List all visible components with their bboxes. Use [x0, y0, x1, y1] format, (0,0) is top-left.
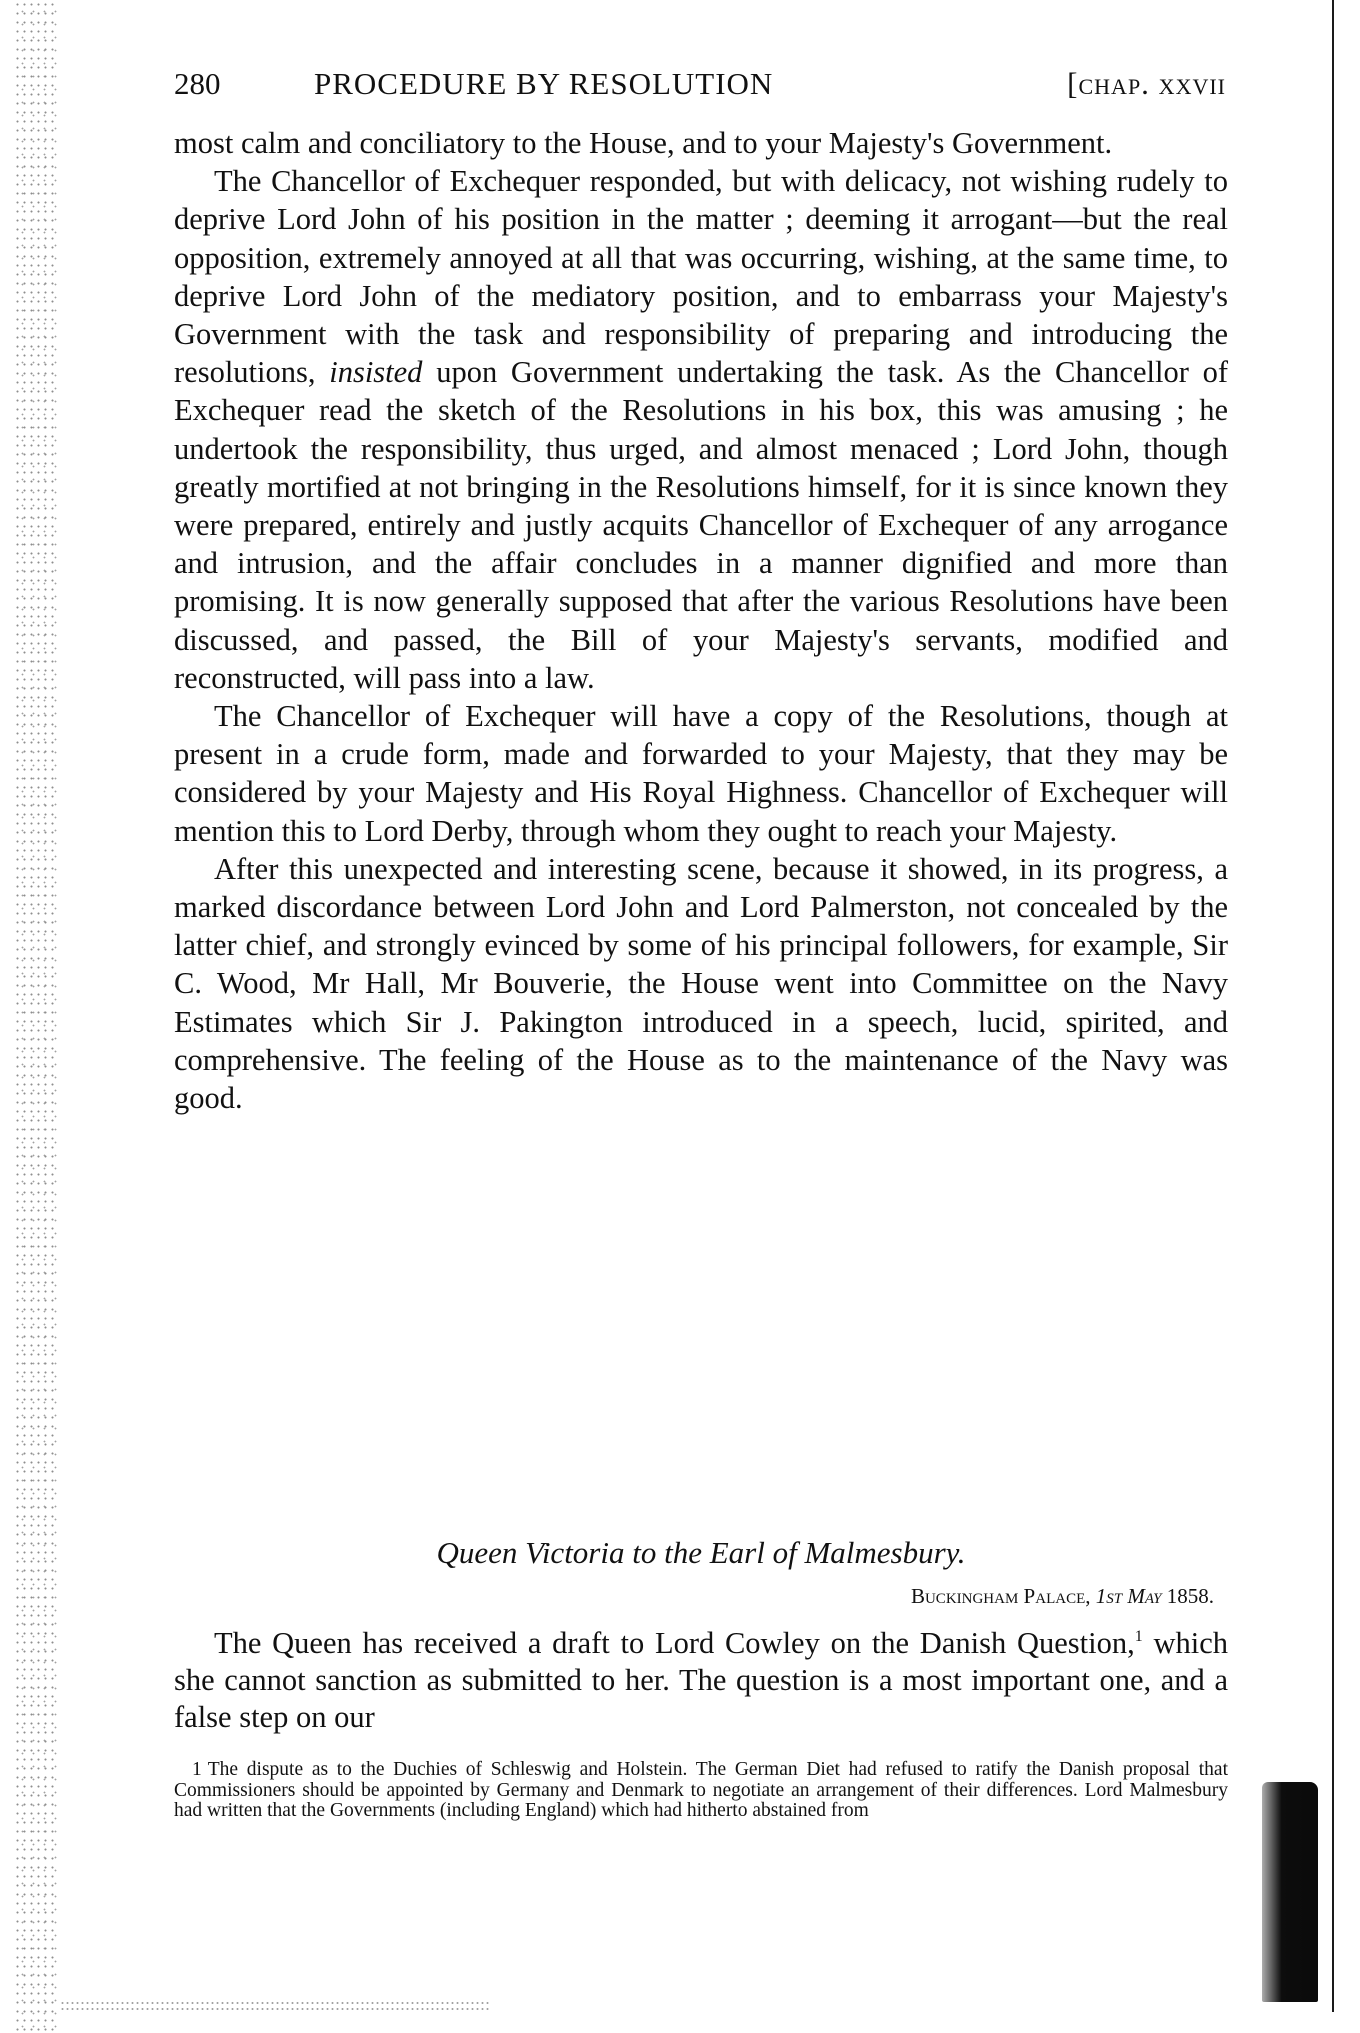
letter-paragraph [174, 1625, 1228, 1736]
paragraph-text: upon Government undertaking the task. As the Chancellor of Exchequer read the sketch of the Resolutions in his box, this was amusing ; he undertook the responsibility, thus urged, and almost menaced ; Lord John, though greatly mortified at not bringing in the Resolutions himself, for it is since known they were prepared, entirely and justly acquits Chancellor of Exchequer of any arrogance and intrusion, and the affair concludes in a manner dignified and more than promising. It is now generally supposed that after the various Resolutions have been discussed, and passed, the Bill of your Majesty's servants, modified and reconstructed, will pass into a law. [174, 355, 1229, 695]
footnote-reference[interactable]: 1 [1134, 1628, 1143, 1645]
dateline-year: 1858. [1166, 1584, 1214, 1608]
paragraph-resolutions-copy: The Chancellor of Exchequer will have a copy of the Resolutions, though at present in a crude form, made and forwarded to your Majesty, that they may be considered by your Majesty and His Royal Highness. Chancellor of Exchequer will mention this to Lord Derby, through whom they ought to reach your Majesty. [174, 699, 1228, 848]
running-header [174, 64, 1226, 104]
dateline-month: May [1127, 1584, 1162, 1608]
paragraph-navy-estimates: After this unexpected and interesting scene, because it showed, in its progress, a marked discordance between Lord John and Lord Palmerston, not concealed by the latter chief, and strongly evinced by some of his principal followers, for example, Sir C. Wood, Mr Hall, Mr Bouverie, the House went into Committee on the Navy Estimates which Sir J. Pakington introduced in a speech, lucid, spirited, and comprehensive. The feeling of the House as to the maintenance of the Navy was good. [174, 851, 1228, 1116]
chapter-marker: [chap. xxvii [1067, 66, 1226, 101]
running-title: PROCEDURE BY RESOLUTION [314, 66, 774, 101]
letter-text: which she cannot sanction as submitted to her. The question is a most important one, and a false step on our [174, 1626, 1229, 1734]
letter-dateline [174, 1582, 1214, 1610]
scan-smudge [1262, 1782, 1318, 2002]
emphasis-insisted: insisted [329, 355, 423, 390]
body-text [174, 124, 1228, 1117]
scan-noise-bottom [60, 2000, 490, 2014]
footnote-mark: 1 [192, 1759, 202, 1780]
letter-body [174, 1625, 1228, 1736]
letter-text: The Queen has received a draft to Lord Cowley on the Danish Question, [214, 1626, 1135, 1660]
footnote [174, 1760, 1228, 1822]
page-gutter-line [1332, 0, 1334, 2012]
page-number: 280 [174, 66, 221, 101]
paragraph-chancellor-response [174, 162, 1228, 697]
dateline-place: Buckingham Palace, [910, 1584, 1091, 1608]
dateline-day: 1st [1095, 1584, 1123, 1608]
footnote-paragraph [174, 1760, 1228, 1822]
footnote-text: The dispute as to the Duchies of Schleswig and Holstein. The German Diet had refused to ratify the Danish proposal that Commissioners should be appointed by Germany and Denmark to negotiate an arrangement of their differences. Lord Malmesbury had written that the Governments (including England) which had hitherto abstained from [174, 1759, 1228, 1821]
letter-heading: Queen Victoria to the Earl of Malmesbury. [436, 1535, 966, 1570]
paragraph-text: The Chancellor of Exchequer responded, but with delicacy, not wishing rudely to deprive Lord John of his position in the matter ; deeming it arrogant—but the real opposition, extremely annoyed at all that was occurring, wishing, at the same time, to deprive Lord John of the mediatory position, and to embarrass your Majesty's Government with the task and responsibility of preparing and introducing the resolutions, [174, 164, 1228, 390]
paragraph-continuation: most calm and conciliatory to the House, and to your Majesty's Government. [174, 126, 1113, 160]
scan-noise-left-edge [14, 0, 58, 2033]
